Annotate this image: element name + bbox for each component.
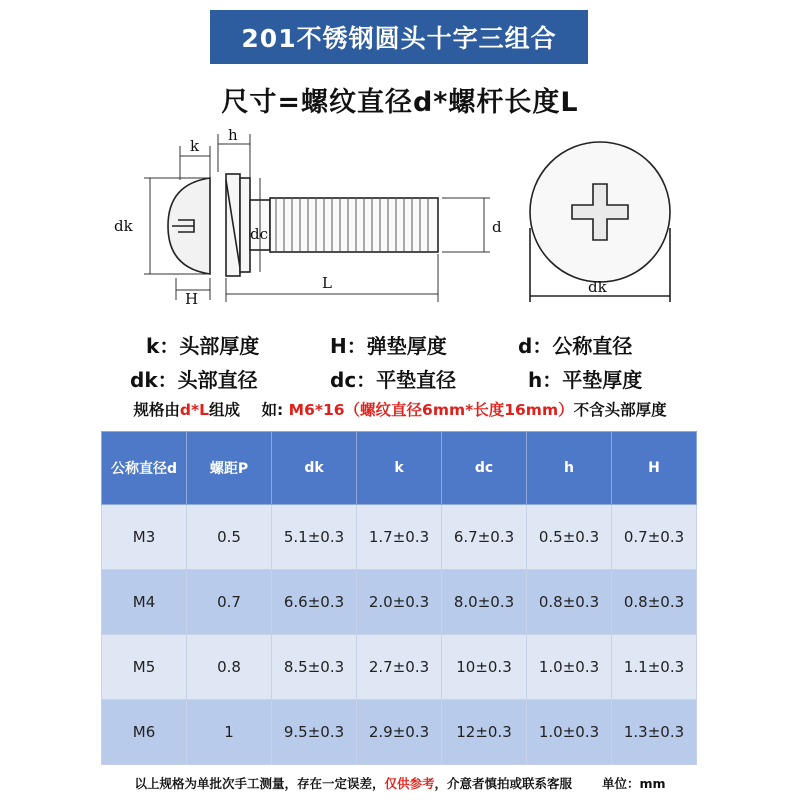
legend-h: h：平垫厚度 <box>528 368 643 392</box>
table-cell: 10±0.3 <box>442 635 527 700</box>
table-cell: 0.7±0.3 <box>612 505 697 570</box>
legend-H: H：弹垫厚度 <box>330 334 447 358</box>
table-cell: 0.8 <box>187 635 272 700</box>
table-cell: M3 <box>102 505 187 570</box>
table-cell: 2.9±0.3 <box>357 700 442 765</box>
table-cell: 8.0±0.3 <box>442 570 527 635</box>
header-H: H <box>612 432 697 505</box>
table-cell: 0.8±0.3 <box>612 570 697 635</box>
spec-suffix: 不含头部厚度 <box>573 401 667 419</box>
table-cell: 1.3±0.3 <box>612 700 697 765</box>
table-cell: M6 <box>102 700 187 765</box>
header-nominal-diameter: 公称直径d <box>102 432 187 505</box>
header-k: k <box>357 432 442 505</box>
header-dc: dc <box>442 432 527 505</box>
table-cell: 0.7 <box>187 570 272 635</box>
spec-highlight-2: M6*16（螺纹直径6mm*长度16mm） <box>288 401 574 419</box>
label-H: H <box>185 290 199 308</box>
screw-diagram <box>110 128 690 308</box>
label-d: d <box>492 218 502 236</box>
legend-d: d：公称直径 <box>518 334 633 358</box>
label-dc: dc <box>250 225 269 243</box>
footer-note <box>0 774 800 792</box>
table-cell: 2.0±0.3 <box>357 570 442 635</box>
table-cell: 0.8±0.3 <box>527 570 612 635</box>
footer-prefix: 以上规格为单批次手工测量，存在一定误差， <box>134 776 385 791</box>
table-cell: 8.5±0.3 <box>272 635 357 700</box>
table-cell: 5.1±0.3 <box>272 505 357 570</box>
title-banner <box>210 10 588 64</box>
table-row <box>102 570 697 635</box>
spec-prefix: 规格由 <box>133 401 180 419</box>
table-cell: 0.5 <box>187 505 272 570</box>
title-text: 201不锈钢圆头十字三组合 <box>241 24 557 53</box>
table-cell: 6.7±0.3 <box>442 505 527 570</box>
legend-dk: dk：头部直径 <box>130 368 258 392</box>
header-pitch: 螺距P <box>187 432 272 505</box>
legend-dc: dc：平垫直径 <box>330 368 457 392</box>
subtitle: 尺寸=螺纹直径d*螺杆长度L <box>221 87 579 118</box>
table-cell: 1.7±0.3 <box>357 505 442 570</box>
footer-suffix: ，介意者慎拍或联系客服 <box>434 776 572 791</box>
table-cell: 12±0.3 <box>442 700 527 765</box>
table-cell: M4 <box>102 570 187 635</box>
spec-table <box>101 431 697 765</box>
table-header-row <box>102 432 697 505</box>
label-L: L <box>322 274 332 292</box>
table-row <box>102 700 697 765</box>
table-row <box>102 505 697 570</box>
header-h: h <box>527 432 612 505</box>
table-cell: 0.5±0.3 <box>527 505 612 570</box>
spec-mid: 组成 如: <box>208 401 289 419</box>
table-cell: 1.1±0.3 <box>612 635 697 700</box>
legend-k: k：头部厚度 <box>146 334 260 358</box>
table-cell: 6.6±0.3 <box>272 570 357 635</box>
table-cell: 9.5±0.3 <box>272 700 357 765</box>
label-dk: dk <box>114 217 133 235</box>
label-k: k <box>190 137 200 155</box>
label-dk-front: dk <box>588 278 607 296</box>
footer-unit: 单位：mm <box>601 776 666 791</box>
table-cell: 2.7±0.3 <box>357 635 442 700</box>
table-cell: M5 <box>102 635 187 700</box>
label-h: h <box>228 128 238 144</box>
footer-highlight: 仅供参考 <box>384 776 435 791</box>
spec-line <box>0 398 800 420</box>
table-cell: 1 <box>187 700 272 765</box>
header-dk: dk <box>272 432 357 505</box>
table-row <box>102 635 697 700</box>
table-cell: 1.0±0.3 <box>527 635 612 700</box>
spec-highlight-1: d*L <box>179 401 209 419</box>
table-cell: 1.0±0.3 <box>527 700 612 765</box>
